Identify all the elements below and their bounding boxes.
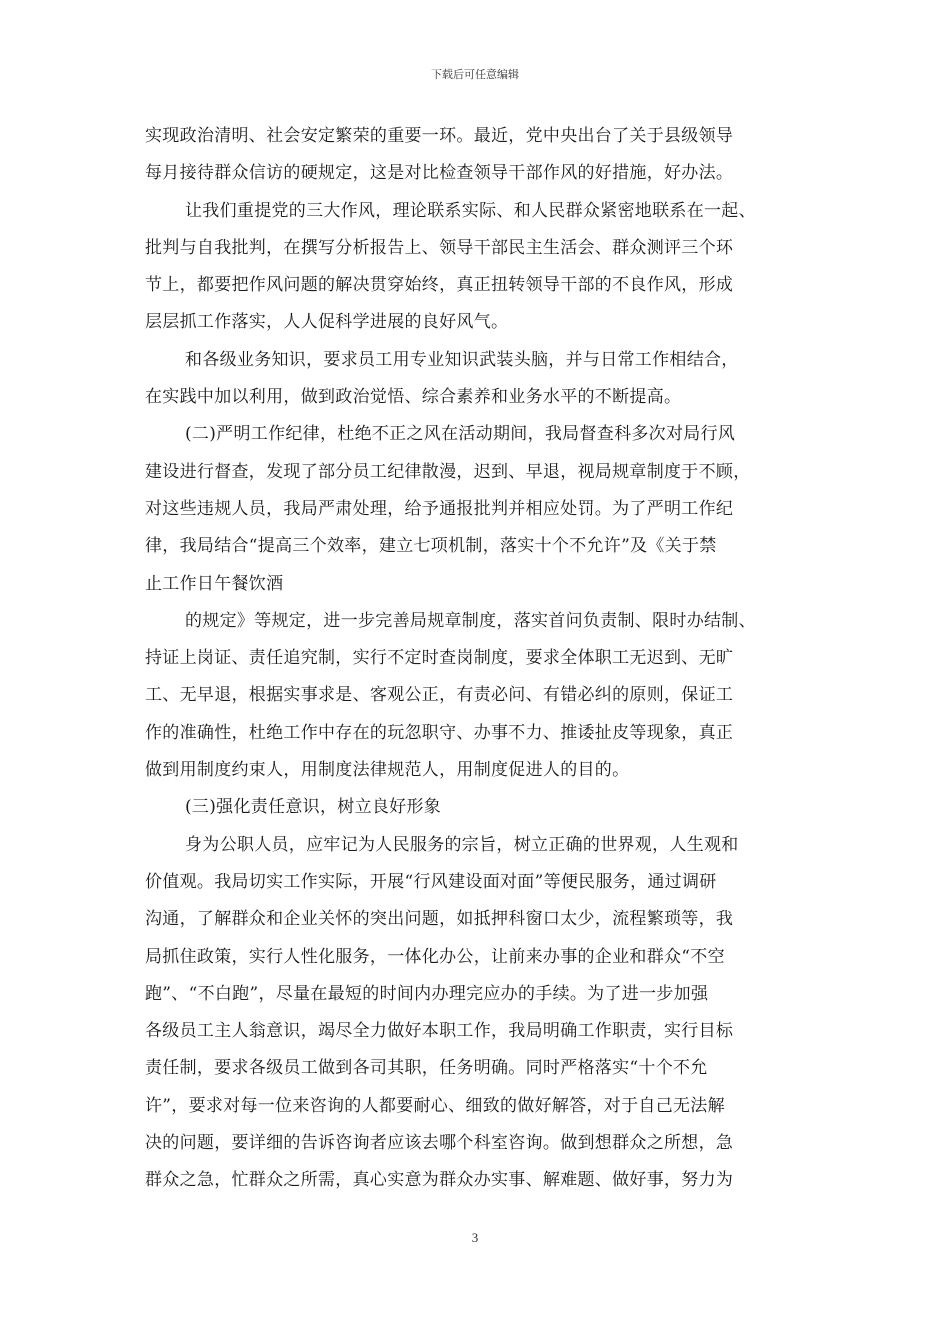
text-line: 跑”、“不白跑”，尽量在最短的时间内办理完应办的手续。为了进一步加强 [145,983,709,1004]
text-line: 让我们重提党的三大作风，理论联系实际、和人民群众紧密地联系在一起、 [185,200,756,221]
text-line: 做到用制度约束人，用制度法律规范人，用制度促进人的目的。 [145,760,630,781]
text-line: 建设进行督查，发现了部分员工纪律散漫，迟到、早退，视局规章制度于不顾， [145,461,751,482]
text-line: 沟通，了解群众和企业关怀的突出问题，如抵押科窗口太少，流程繁琐等，我 [145,909,734,930]
text-line: 节上，都要把作风问题的解决贯穿始终，真正扭转领导干部的不良作风，形成 [145,275,734,296]
text-line: 群众之急，忙群众之所需，真心实意为群众办实事、解难题、做好事，努力为 [145,1170,734,1191]
text-line: 层层抓工作落实，人人促科学进展的良好风气。 [145,312,509,333]
text-line: (二)严明工作纪律，杜绝不正之风在活动期间，我局督查科多次对局行风 [185,424,736,445]
text-line: 持证上岗证、责任追究制，实行不定时查岗制度，要求全体职工无迟到、无旷 [145,648,734,669]
page-header: 下载后可任意编辑 [431,68,519,81]
page-number: 3 [471,1230,479,1245]
text-line: 许”，要求对每一位来咨询的人都要耐心、细致的做好解答，对于自己无法解 [145,1095,725,1116]
text-line: 对这些违规人员，我局严肃处理，给予通报批判并相应处罚。为了严明工作纪 [145,498,734,519]
text-line: 的规定》等规定，进一步完善局规章制度，落实首问负责制、限时办结制、 [185,610,756,631]
text-line: 局抓住政策，实行人性化服务，一体化办公，让前来办事的企业和群众“不空 [145,946,725,967]
text-line: 和各级业务知识，要求员工用专业知识武装头脑，并与日常工作相结合， [185,349,739,370]
text-line: 批判与自我批判，在撰写分析报告上、领导干部民主生活会、群众测评三个环 [145,237,734,258]
text-line: 在实践中加以利用，做到政治觉悟、综合素养和业务水平的不断提高。 [145,387,682,408]
text-line: 决的问题，要详细的告诉咨询者应该去哪个科室咨询。做到想群众之所想，急 [145,1133,734,1154]
text-line: 各级员工主人翁意识，竭尽全力做好本职工作，我局明确工作职责，实行目标 [145,1021,734,1042]
text-line: 身为公职人员，应牢记为人民服务的宗旨，树立正确的世界观，人生观和 [185,834,739,855]
text-line: 止工作日午餐饮酒 [145,573,284,594]
text-line: 实现政治清明、社会安定繁荣的重要一环。最近，党中央出台了关于县级领导 [145,126,734,146]
text-line: (三)强化责任意识，树立良好形象 [185,797,442,818]
text-line: 责任制，要求各级员工做到各司其职，任务明确。同时严格落实“十个不允 [145,1058,708,1079]
text-line: 律，我局结合“提高三个效率，建立七项机制，落实十个不允许”及《关于禁 [145,536,717,557]
text-line: 作的准确性，杜绝工作中存在的玩忽职守、办事不力、推诿扯皮等现象，真正 [145,722,734,743]
text-line: 价值观。我局切实工作实际，开展“行风建设面对面”等便民服务，通过调研 [145,871,717,892]
text-line: 工、无早退，根据实事求是、客观公正，有责必问、有错必纠的原则，保证工 [145,685,734,706]
text-line: 每月接待群众信访的硬规定，这是对比检查领导干部作风的好措施，好办法。 [145,163,734,184]
document-body [145,118,810,1200]
